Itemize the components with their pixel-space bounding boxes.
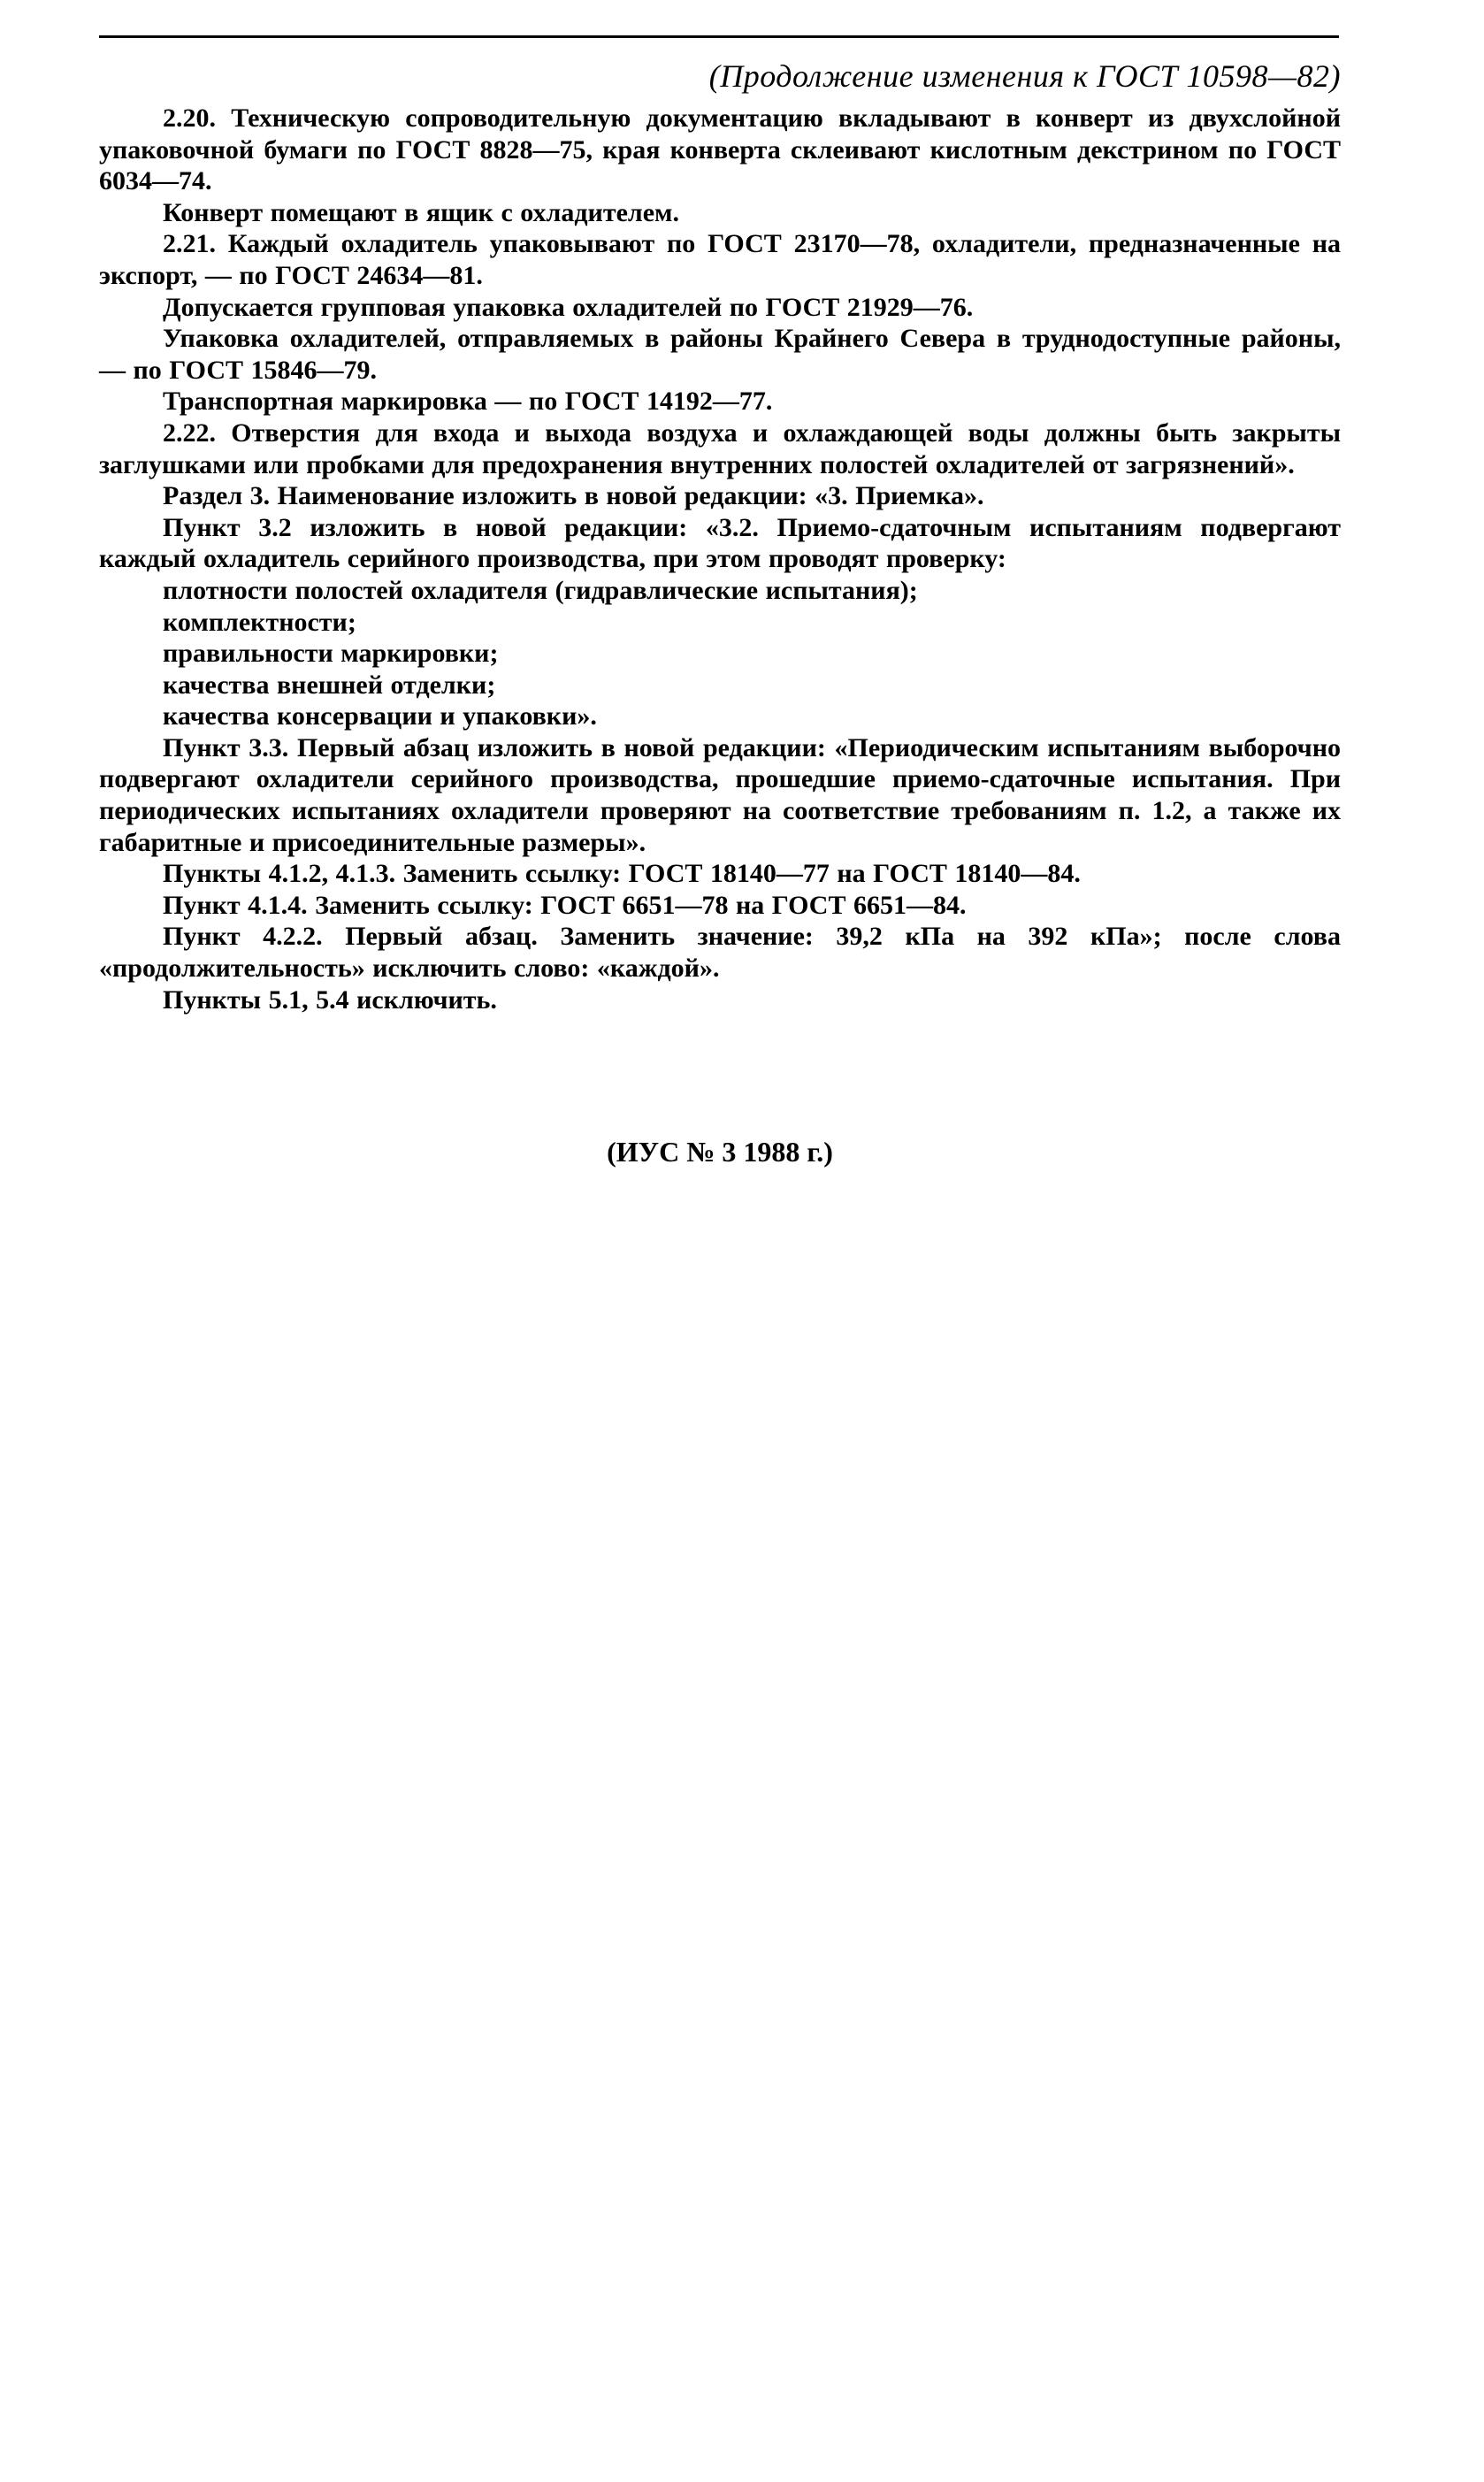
paragraph-far-north: Упаковка охладителей, отправляемых в районы Крайнего Севера в труднодоступные районы, — по ГОСТ 15846—79. <box>99 324 1341 385</box>
paragraph-section-3: Раздел 3. Наименование изложить в новой редакции: «3. Приемка». <box>163 481 984 511</box>
list-item: качества внешней отделки; <box>163 670 496 700</box>
paragraph-3-2: Пункт 3.2 изложить в новой редакции: «3.2. Приемо-сдаточным испытаниям подвергают каждый охладитель серийного производства, при этом проводят проверку: <box>99 512 1341 574</box>
document-body <box>99 103 1341 1015</box>
paragraph-3-3: Пункт 3.3. Первый абзац изложить в новой редакции: «Периодическим испытаниям выборочно подвергают охладители серийного производства, прошедшие приемо-сдаточные испытания. При периодических испытаниях охладители проверяют на соответствие требованиям п. 1.2, а также их габаритные и присоединительные размеры». <box>99 732 1341 857</box>
paragraph-group-packing: Допускается групповая упаковка охладителей по ГОСТ 21929—76. <box>163 292 974 322</box>
paragraph-4-2-2: Пункт 4.2.2. Первый абзац. Заменить значение: 39,2 кПа на 392 кПа»; после слова «продолжительность» исключить слово: «каждой». <box>99 922 1341 984</box>
list-item: плотности полостей охладителя (гидравлические испытания); <box>163 575 918 605</box>
paragraph-marking: Транспортная маркировка — по ГОСТ 14192—77. <box>163 387 773 417</box>
paragraph-5-1: Пункты 5.1, 5.4 исключить. <box>163 984 497 1015</box>
paragraph-2-22: 2.22. Отверстия для входа и выхода воздуха и охлаждающей воды должны быть закрыты заглушками или пробками для предохранения внутренних полостей охладителей от загрязнений». <box>99 417 1341 479</box>
paragraph-envelope: Конверт помещают в ящик с охладителем. <box>163 197 679 227</box>
list-item: качества консервации и упаковки». <box>163 701 597 732</box>
list-item: комплектности; <box>163 607 356 637</box>
paragraph-4-1-4: Пункт 4.1.4. Заменить ссылку: ГОСТ 6651—78 на ГОСТ 6651—84. <box>163 890 967 920</box>
paragraph-2-20: 2.20. Техническую сопроводительную документацию вкладывают в конверт из двухслойной упаковочной бумаги по ГОСТ 8828—75, края конверта склеивают кислотным декстрином по ГОСТ 6034—74. <box>99 103 1341 196</box>
list-item: правильности маркировки; <box>163 639 499 669</box>
ius-reference: (ИУС № 3 1988 г.) <box>607 1136 833 1168</box>
page-header: (Продолжение изменения к ГОСТ 10598—82) <box>708 58 1341 94</box>
paragraph-2-21: 2.21. Каждый охладитель упаковывают по ГОСТ 23170—78, охладители, предназначенные на экспорт, — по ГОСТ 24634—81. <box>99 229 1341 290</box>
paragraph-4-1-2: Пункты 4.1.2, 4.1.3. Заменить ссылку: ГОСТ 18140—77 на ГОСТ 18140—84. <box>163 859 1081 889</box>
top-rule-divider <box>99 35 1339 38</box>
